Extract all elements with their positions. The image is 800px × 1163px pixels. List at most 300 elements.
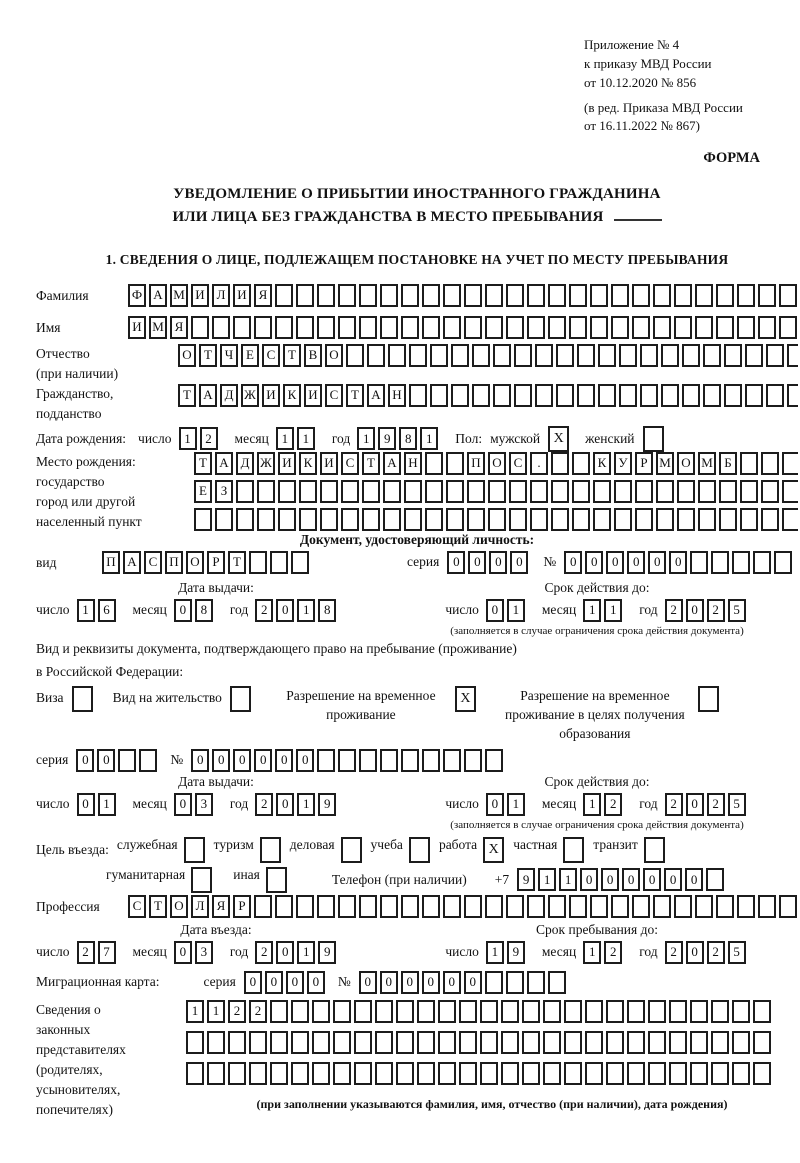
char-cell[interactable]: [488, 480, 506, 503]
char-cell[interactable]: 1: [297, 599, 315, 622]
char-cell[interactable]: 1: [186, 1000, 204, 1023]
char-cell[interactable]: [446, 452, 464, 475]
char-cell[interactable]: [485, 316, 503, 339]
char-cell[interactable]: [467, 480, 485, 503]
identity-type-field[interactable]: [102, 551, 312, 574]
char-cell[interactable]: [674, 895, 692, 918]
char-cell[interactable]: 2: [255, 941, 273, 964]
char-cell[interactable]: [535, 344, 553, 367]
char-cell[interactable]: [401, 316, 419, 339]
char-cell[interactable]: [527, 284, 545, 307]
char-cell[interactable]: 0: [686, 941, 704, 964]
char-cell[interactable]: [254, 316, 272, 339]
date-cells-month[interactable]: [583, 941, 625, 964]
date-cells-year[interactable]: [665, 793, 749, 816]
char-cell[interactable]: А: [199, 384, 217, 407]
char-cell[interactable]: 5: [728, 599, 746, 622]
char-cell[interactable]: [724, 344, 742, 367]
char-cell[interactable]: [548, 895, 566, 918]
char-cell[interactable]: 2: [707, 941, 725, 964]
char-cell[interactable]: Р: [635, 452, 653, 475]
char-cell[interactable]: [522, 1000, 540, 1023]
char-cell[interactable]: [614, 508, 632, 531]
char-cell[interactable]: И: [320, 452, 338, 475]
char-cell[interactable]: Я: [212, 895, 230, 918]
char-cell[interactable]: 2: [665, 941, 683, 964]
char-cell[interactable]: [548, 284, 566, 307]
char-cell[interactable]: 2: [228, 1000, 246, 1023]
char-cell[interactable]: [674, 316, 692, 339]
char-cell[interactable]: [556, 344, 574, 367]
char-cell[interactable]: Л: [212, 284, 230, 307]
migration-number-field[interactable]: [359, 971, 798, 994]
char-cell[interactable]: [480, 1031, 498, 1054]
char-cell[interactable]: [745, 344, 763, 367]
char-cell[interactable]: 2: [604, 941, 622, 964]
char-cell[interactable]: [640, 384, 658, 407]
char-cell[interactable]: 0: [643, 868, 661, 891]
char-cell[interactable]: 1: [357, 427, 375, 450]
char-cell[interactable]: [118, 749, 136, 772]
char-cell[interactable]: 2: [255, 599, 273, 622]
char-cell[interactable]: [716, 316, 734, 339]
char-cell[interactable]: 9: [517, 868, 535, 891]
residence-number-field[interactable]: [191, 749, 798, 772]
char-cell[interactable]: [422, 895, 440, 918]
char-cell[interactable]: [753, 1031, 771, 1054]
char-cell[interactable]: [362, 508, 380, 531]
date-cells-day[interactable]: [486, 941, 528, 964]
char-cell[interactable]: К: [283, 384, 301, 407]
char-cell[interactable]: И: [128, 316, 146, 339]
char-cell[interactable]: [296, 895, 314, 918]
purpose-other-checkbox[interactable]: [266, 867, 287, 893]
migration-series-field[interactable]: [244, 971, 328, 994]
char-cell[interactable]: [564, 1062, 582, 1085]
char-cell[interactable]: 0: [489, 551, 507, 574]
char-cell[interactable]: [233, 316, 251, 339]
char-cell[interactable]: 9: [318, 793, 336, 816]
char-cell[interactable]: [506, 316, 524, 339]
char-cell[interactable]: [593, 480, 611, 503]
char-cell[interactable]: 8: [195, 599, 213, 622]
char-cell[interactable]: 0: [254, 749, 272, 772]
char-cell[interactable]: [375, 1062, 393, 1085]
date-cells-day[interactable]: [179, 427, 221, 450]
char-cell[interactable]: [724, 384, 742, 407]
char-cell[interactable]: [396, 1031, 414, 1054]
char-cell[interactable]: [338, 284, 356, 307]
char-cell[interactable]: [564, 1031, 582, 1054]
char-cell[interactable]: [564, 1000, 582, 1023]
char-cell[interactable]: 1: [98, 793, 116, 816]
char-cell[interactable]: [619, 344, 637, 367]
char-cell[interactable]: [766, 344, 784, 367]
char-cell[interactable]: [346, 344, 364, 367]
char-cell[interactable]: [422, 284, 440, 307]
char-cell[interactable]: [430, 384, 448, 407]
char-cell[interactable]: [572, 480, 590, 503]
char-cell[interactable]: [446, 508, 464, 531]
char-cell[interactable]: 1: [297, 427, 315, 450]
char-cell[interactable]: О: [677, 452, 695, 475]
char-cell[interactable]: [569, 895, 587, 918]
char-cell[interactable]: [719, 508, 737, 531]
char-cell[interactable]: [493, 384, 511, 407]
char-cell[interactable]: Р: [207, 551, 225, 574]
char-cell[interactable]: [417, 1031, 435, 1054]
char-cell[interactable]: [585, 1000, 603, 1023]
char-cell[interactable]: [493, 344, 511, 367]
char-cell[interactable]: 7: [98, 941, 116, 964]
char-cell[interactable]: К: [593, 452, 611, 475]
char-cell[interactable]: Т: [194, 452, 212, 475]
char-cell[interactable]: [354, 1062, 372, 1085]
char-cell[interactable]: [527, 971, 545, 994]
char-cell[interactable]: [522, 1062, 540, 1085]
char-cell[interactable]: 1: [538, 868, 556, 891]
char-cell[interactable]: [614, 480, 632, 503]
char-cell[interactable]: О: [178, 344, 196, 367]
char-cell[interactable]: [653, 316, 671, 339]
date-cells-month[interactable]: [583, 793, 625, 816]
char-cell[interactable]: 1: [507, 599, 525, 622]
char-cell[interactable]: [291, 1062, 309, 1085]
char-cell[interactable]: 9: [507, 941, 525, 964]
char-cell[interactable]: [632, 895, 650, 918]
char-cell[interactable]: [464, 895, 482, 918]
char-cell[interactable]: [236, 508, 254, 531]
char-cell[interactable]: [341, 508, 359, 531]
char-cell[interactable]: 1: [486, 941, 504, 964]
char-cell[interactable]: [737, 316, 755, 339]
char-cell[interactable]: [333, 1062, 351, 1085]
char-cell[interactable]: [506, 895, 524, 918]
char-cell[interactable]: [446, 480, 464, 503]
char-cell[interactable]: С: [325, 384, 343, 407]
char-cell[interactable]: 0: [286, 971, 304, 994]
char-cell[interactable]: [627, 1031, 645, 1054]
date-cells-month[interactable]: [174, 941, 216, 964]
char-cell[interactable]: [761, 452, 779, 475]
char-cell[interactable]: 0: [648, 551, 666, 574]
char-cell[interactable]: З: [215, 480, 233, 503]
birth-place-field-row3[interactable]: [194, 508, 798, 531]
char-cell[interactable]: К: [299, 452, 317, 475]
char-cell[interactable]: 2: [255, 793, 273, 816]
char-cell[interactable]: 9: [318, 941, 336, 964]
char-cell[interactable]: 0: [422, 971, 440, 994]
char-cell[interactable]: 0: [580, 868, 598, 891]
char-cell[interactable]: [551, 508, 569, 531]
char-cell[interactable]: 0: [443, 971, 461, 994]
char-cell[interactable]: [548, 971, 566, 994]
char-cell[interactable]: 0: [606, 551, 624, 574]
char-cell[interactable]: 0: [669, 551, 687, 574]
char-cell[interactable]: [485, 895, 503, 918]
char-cell[interactable]: 0: [296, 749, 314, 772]
char-cell[interactable]: [464, 284, 482, 307]
char-cell[interactable]: [527, 895, 545, 918]
char-cell[interactable]: А: [215, 452, 233, 475]
char-cell[interactable]: О: [186, 551, 204, 574]
phone-field[interactable]: [517, 868, 798, 891]
char-cell[interactable]: [362, 480, 380, 503]
char-cell[interactable]: [669, 1062, 687, 1085]
char-cell[interactable]: [740, 452, 758, 475]
char-cell[interactable]: Е: [194, 480, 212, 503]
char-cell[interactable]: [677, 480, 695, 503]
char-cell[interactable]: [690, 1031, 708, 1054]
char-cell[interactable]: [787, 384, 798, 407]
char-cell[interactable]: 8: [399, 427, 417, 450]
char-cell[interactable]: [690, 1000, 708, 1023]
char-cell[interactable]: [627, 1000, 645, 1023]
char-cell[interactable]: [590, 284, 608, 307]
char-cell[interactable]: О: [488, 452, 506, 475]
char-cell[interactable]: [611, 895, 629, 918]
char-cell[interactable]: [501, 1062, 519, 1085]
char-cell[interactable]: Н: [388, 384, 406, 407]
char-cell[interactable]: [737, 895, 755, 918]
char-cell[interactable]: [270, 1062, 288, 1085]
char-cell[interactable]: [236, 480, 254, 503]
char-cell[interactable]: [543, 1000, 561, 1023]
char-cell[interactable]: [635, 480, 653, 503]
char-cell[interactable]: [648, 1031, 666, 1054]
char-cell[interactable]: [299, 480, 317, 503]
char-cell[interactable]: [401, 284, 419, 307]
char-cell[interactable]: 0: [686, 793, 704, 816]
char-cell[interactable]: [509, 508, 527, 531]
char-cell[interactable]: [320, 508, 338, 531]
char-cell[interactable]: [485, 971, 503, 994]
char-cell[interactable]: 0: [627, 551, 645, 574]
temp-residence-checkbox[interactable]: X: [455, 686, 476, 712]
char-cell[interactable]: [459, 1000, 477, 1023]
char-cell[interactable]: П: [467, 452, 485, 475]
char-cell[interactable]: [753, 1062, 771, 1085]
date-cells-month[interactable]: [174, 793, 216, 816]
char-cell[interactable]: [569, 284, 587, 307]
char-cell[interactable]: 1: [559, 868, 577, 891]
date-cells-month[interactable]: [174, 599, 216, 622]
char-cell[interactable]: [572, 508, 590, 531]
char-cell[interactable]: Ж: [257, 452, 275, 475]
char-cell[interactable]: [275, 895, 293, 918]
char-cell[interactable]: [506, 284, 524, 307]
char-cell[interactable]: [653, 284, 671, 307]
char-cell[interactable]: 0: [468, 551, 486, 574]
char-cell[interactable]: [249, 551, 267, 574]
char-cell[interactable]: [732, 551, 750, 574]
char-cell[interactable]: Б: [719, 452, 737, 475]
char-cell[interactable]: [278, 480, 296, 503]
date-cells-month[interactable]: [276, 427, 318, 450]
char-cell[interactable]: [312, 1062, 330, 1085]
char-cell[interactable]: [695, 895, 713, 918]
char-cell[interactable]: [299, 508, 317, 531]
char-cell[interactable]: Ф: [128, 284, 146, 307]
char-cell[interactable]: 6: [98, 599, 116, 622]
char-cell[interactable]: [761, 480, 779, 503]
char-cell[interactable]: [451, 344, 469, 367]
char-cell[interactable]: [312, 1000, 330, 1023]
char-cell[interactable]: [677, 508, 695, 531]
char-cell[interactable]: [459, 1031, 477, 1054]
char-cell[interactable]: Е: [241, 344, 259, 367]
purpose-humanitarian-checkbox[interactable]: [191, 867, 212, 893]
char-cell[interactable]: [551, 452, 569, 475]
char-cell[interactable]: [275, 316, 293, 339]
char-cell[interactable]: [472, 344, 490, 367]
legal-reps-field-row1[interactable]: [186, 1000, 798, 1023]
char-cell[interactable]: [296, 316, 314, 339]
char-cell[interactable]: [543, 1062, 561, 1085]
char-cell[interactable]: [291, 551, 309, 574]
char-cell[interactable]: [409, 384, 427, 407]
date-cells-day[interactable]: [77, 599, 119, 622]
char-cell[interactable]: 1: [583, 599, 601, 622]
char-cell[interactable]: А: [149, 284, 167, 307]
char-cell[interactable]: [464, 749, 482, 772]
char-cell[interactable]: 0: [76, 749, 94, 772]
char-cell[interactable]: [782, 508, 798, 531]
char-cell[interactable]: Я: [170, 316, 188, 339]
char-cell[interactable]: 0: [464, 971, 482, 994]
char-cell[interactable]: О: [325, 344, 343, 367]
residence-series-field[interactable]: [76, 749, 160, 772]
char-cell[interactable]: [682, 344, 700, 367]
char-cell[interactable]: [354, 1000, 372, 1023]
date-cells-month[interactable]: [583, 599, 625, 622]
char-cell[interactable]: [779, 284, 797, 307]
char-cell[interactable]: [556, 384, 574, 407]
char-cell[interactable]: М: [656, 452, 674, 475]
char-cell[interactable]: [753, 551, 771, 574]
char-cell[interactable]: [779, 316, 797, 339]
char-cell[interactable]: 0: [174, 599, 192, 622]
char-cell[interactable]: П: [102, 551, 120, 574]
char-cell[interactable]: [249, 1031, 267, 1054]
char-cell[interactable]: В: [304, 344, 322, 367]
char-cell[interactable]: [338, 895, 356, 918]
char-cell[interactable]: [535, 384, 553, 407]
char-cell[interactable]: 1: [77, 599, 95, 622]
char-cell[interactable]: И: [304, 384, 322, 407]
char-cell[interactable]: Ч: [220, 344, 238, 367]
char-cell[interactable]: [278, 508, 296, 531]
char-cell[interactable]: [396, 1062, 414, 1085]
char-cell[interactable]: [317, 316, 335, 339]
char-cell[interactable]: [606, 1031, 624, 1054]
char-cell[interactable]: [375, 1000, 393, 1023]
char-cell[interactable]: 5: [728, 793, 746, 816]
char-cell[interactable]: [333, 1031, 351, 1054]
char-cell[interactable]: 0: [97, 749, 115, 772]
char-cell[interactable]: Т: [228, 551, 246, 574]
char-cell[interactable]: [443, 895, 461, 918]
char-cell[interactable]: [341, 480, 359, 503]
char-cell[interactable]: [422, 316, 440, 339]
char-cell[interactable]: [611, 316, 629, 339]
char-cell[interactable]: [551, 480, 569, 503]
char-cell[interactable]: [632, 316, 650, 339]
char-cell[interactable]: [472, 384, 490, 407]
char-cell[interactable]: [698, 508, 716, 531]
entry-date-field[interactable]: [36, 941, 396, 964]
char-cell[interactable]: [359, 749, 377, 772]
char-cell[interactable]: [380, 749, 398, 772]
char-cell[interactable]: [480, 1062, 498, 1085]
char-cell[interactable]: [782, 480, 798, 503]
char-cell[interactable]: [207, 1031, 225, 1054]
char-cell[interactable]: И: [191, 284, 209, 307]
char-cell[interactable]: [656, 480, 674, 503]
identity-series-field[interactable]: [447, 551, 531, 574]
char-cell[interactable]: 2: [200, 427, 218, 450]
char-cell[interactable]: 0: [275, 749, 293, 772]
char-cell[interactable]: [598, 384, 616, 407]
char-cell[interactable]: [291, 1000, 309, 1023]
char-cell[interactable]: [383, 480, 401, 503]
char-cell[interactable]: [619, 384, 637, 407]
char-cell[interactable]: [732, 1031, 750, 1054]
char-cell[interactable]: [695, 316, 713, 339]
char-cell[interactable]: С: [509, 452, 527, 475]
char-cell[interactable]: [443, 749, 461, 772]
char-cell[interactable]: 0: [380, 971, 398, 994]
char-cell[interactable]: [254, 895, 272, 918]
char-cell[interactable]: [312, 1031, 330, 1054]
char-cell[interactable]: 2: [665, 599, 683, 622]
char-cell[interactable]: [425, 452, 443, 475]
char-cell[interactable]: 0: [664, 868, 682, 891]
char-cell[interactable]: [383, 508, 401, 531]
char-cell[interactable]: [388, 344, 406, 367]
char-cell[interactable]: С: [262, 344, 280, 367]
char-cell[interactable]: 0: [510, 551, 528, 574]
char-cell[interactable]: [711, 1000, 729, 1023]
char-cell[interactable]: [732, 1000, 750, 1023]
char-cell[interactable]: 1: [179, 427, 197, 450]
date-cells-year[interactable]: [255, 599, 339, 622]
char-cell[interactable]: 0: [276, 793, 294, 816]
citizenship-field[interactable]: [178, 384, 798, 407]
char-cell[interactable]: И: [262, 384, 280, 407]
char-cell[interactable]: [338, 749, 356, 772]
char-cell[interactable]: [422, 749, 440, 772]
char-cell[interactable]: [317, 284, 335, 307]
char-cell[interactable]: [698, 480, 716, 503]
char-cell[interactable]: [228, 1062, 246, 1085]
char-cell[interactable]: [359, 316, 377, 339]
char-cell[interactable]: С: [341, 452, 359, 475]
char-cell[interactable]: Л: [191, 895, 209, 918]
char-cell[interactable]: [690, 551, 708, 574]
char-cell[interactable]: [548, 316, 566, 339]
char-cell[interactable]: Т: [283, 344, 301, 367]
char-cell[interactable]: [320, 480, 338, 503]
char-cell[interactable]: 2: [77, 941, 95, 964]
char-cell[interactable]: [585, 1062, 603, 1085]
purpose-official-checkbox[interactable]: [184, 837, 205, 863]
char-cell[interactable]: [359, 895, 377, 918]
char-cell[interactable]: 0: [233, 749, 251, 772]
char-cell[interactable]: [514, 384, 532, 407]
char-cell[interactable]: [635, 508, 653, 531]
char-cell[interactable]: [380, 316, 398, 339]
